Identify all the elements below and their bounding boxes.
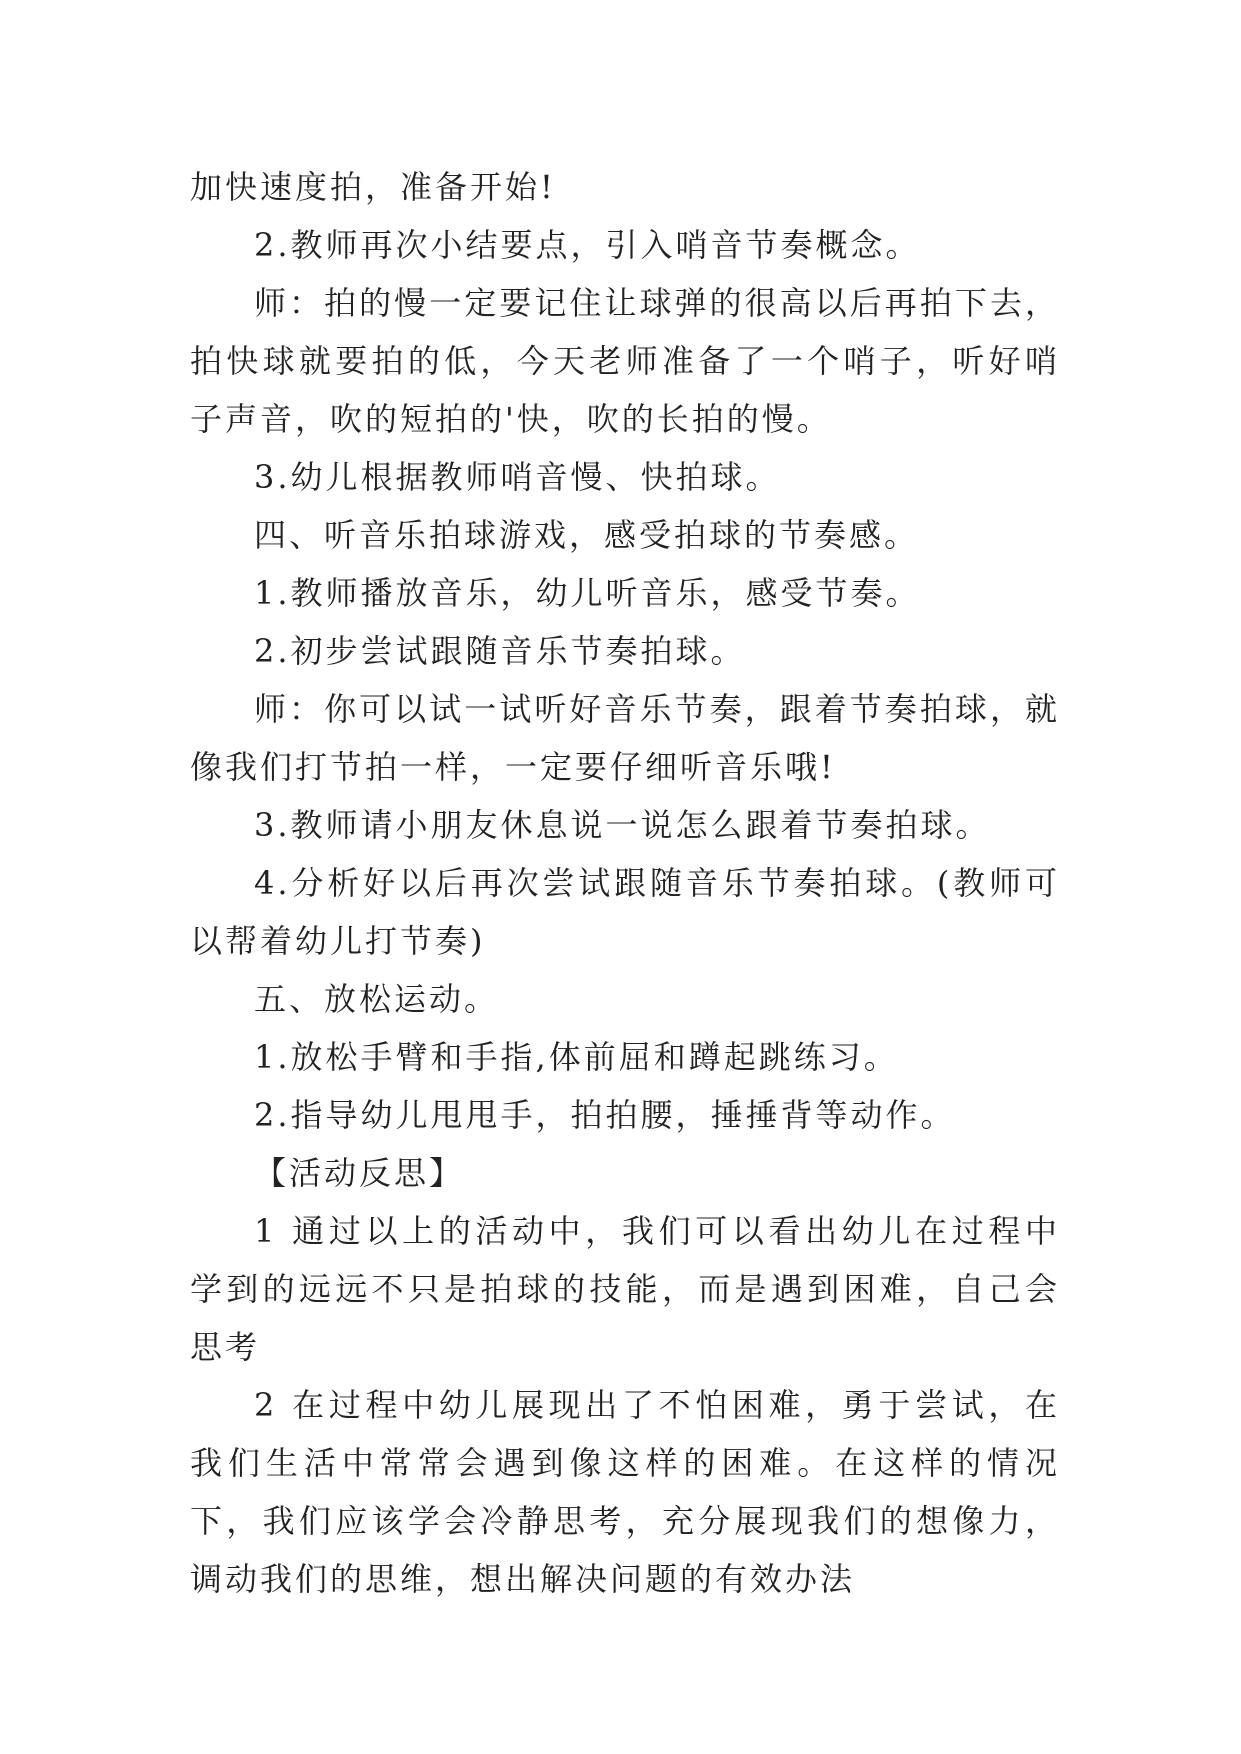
section-heading: 【活动反思】 <box>254 1154 465 1192</box>
paragraph: 2.初步尝试跟随音乐节奏拍球。 <box>254 632 746 670</box>
section-heading: 四、听音乐拍球游戏，感受拍球的节奏感。 <box>254 516 920 554</box>
paragraph: 加快速度拍，准备开始! <box>190 168 556 206</box>
paragraph: 3.幼儿根据教师哨音慢、快拍球。 <box>254 458 781 496</box>
document-body <box>190 158 1060 1608</box>
paragraph: 1.放松手臂和手指,体前屈和蹲起跳练习。 <box>254 1038 899 1076</box>
paragraph: 2.教师再次小结要点，引入哨音节奏概念。 <box>254 226 921 264</box>
paragraph: 1 通过以上的活动中，我们可以看出幼儿在过程中学到的远远不只是拍球的技能，而是遇到困难，自己会思考 <box>190 1212 1060 1366</box>
paragraph: 1.教师播放音乐，幼儿听音乐，感受节奏。 <box>254 574 921 612</box>
paragraph: 2.指导幼儿甩甩手，拍拍腰，捶捶背等动作。 <box>254 1096 956 1134</box>
paragraph: 师：你可以试一试听好音乐节奏，跟着节奏拍球，就像我们打节拍一样，一定要仔细听音乐哦! <box>190 690 1060 786</box>
paragraph: 2 在过程中幼儿展现出了不怕困难，勇于尝试，在我们生活中常常会遇到像这样的困难。在这样的情况下，我们应该学会冷静思考，充分展现我们的想像力，调动我们的思维，想出解决问题的有效办法 <box>190 1386 1060 1598</box>
paragraph: 3.教师请小朋友休息说一说怎么跟着节奏拍球。 <box>254 806 991 844</box>
section-heading: 五、放松运动。 <box>254 980 500 1018</box>
paragraph: 师：拍的慢一定要记住让球弹的很高以后再拍下去，拍快球就要拍的低，今天老师准备了一个哨子，听好哨子声音，吹的短拍的'快，吹的长拍的慢。 <box>190 284 1060 438</box>
paragraph: 4.分析好以后再次尝试跟随音乐节奏拍球。(教师可以帮着幼儿打节奏) <box>190 864 1060 960</box>
